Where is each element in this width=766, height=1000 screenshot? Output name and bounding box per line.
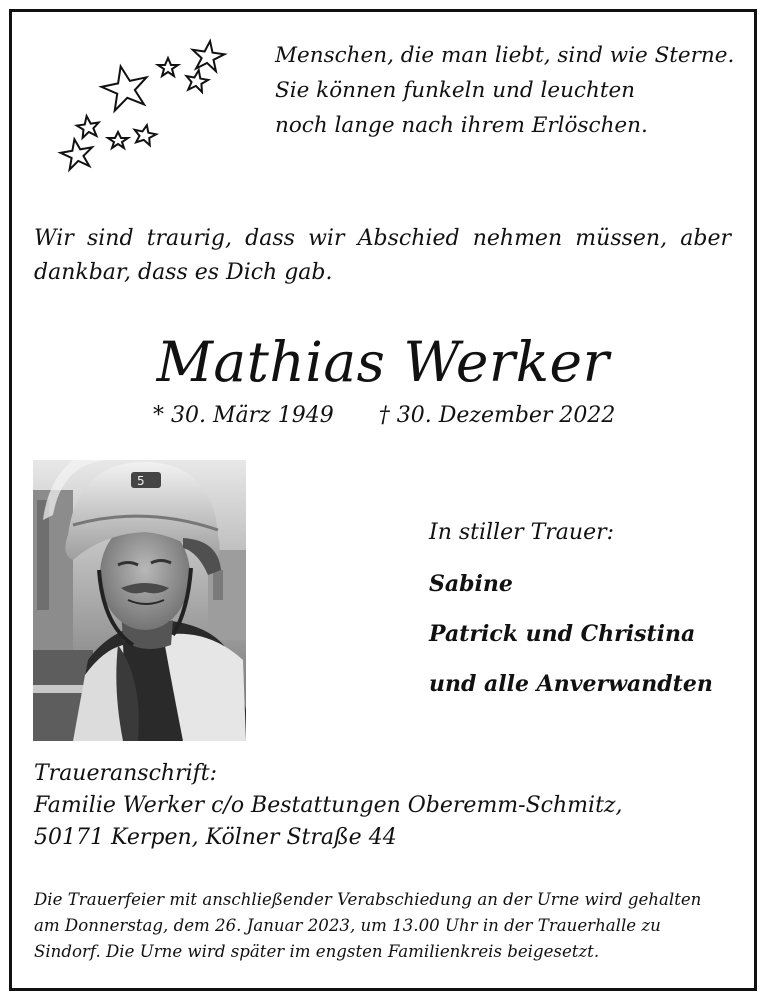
ceremony-notice [34, 887, 731, 965]
portrait-photo [33, 460, 246, 741]
svg-text:5: 5 [137, 474, 145, 488]
address-label: Traueranschrift: [34, 761, 218, 786]
death-date: † 30. Dezember 2022 [378, 403, 616, 428]
address-line: Familie Werker c/o Bestattungen Oberemm-Schmitz, [34, 793, 623, 818]
farewell-text: Wir sind traurig, dass wir Abschied nehmen müssen, aber dankbar, dass es Dich gab. [34, 226, 731, 285]
mourner-name: und alle Anverwandten [429, 671, 713, 697]
mourning-intro: In stiller Trauer: [429, 520, 615, 545]
ceremony-line: am Donnerstag, dem 26. Januar 2023, um 13.00 Uhr in der Trauerhalle zu [34, 916, 661, 935]
address-line: 50171 Kerpen, Kölner Straße 44 [34, 825, 397, 850]
quote-line: noch lange nach ihrem Erlöschen. [275, 113, 648, 138]
stars-icon [50, 32, 240, 182]
mourning-block [429, 508, 749, 709]
mourner-name: Patrick und Christina [429, 621, 696, 647]
quote-line: Menschen, die man liebt, sind wie Sterne. [275, 43, 735, 68]
quote [275, 38, 745, 143]
portrait-firefighter-helmet [33, 460, 246, 741]
mourner-name: Sabine [429, 571, 513, 597]
quote-line: Sie können funkeln und leuchten [275, 78, 636, 103]
mourning-address [34, 758, 734, 854]
ceremony-line: Sindorf. Die Urne wird später im engsten Familienkreis beigesetzt. [34, 942, 600, 961]
life-dates [153, 400, 633, 432]
ceremony-line: Die Trauerfeier mit anschließender Verabschiedung an der Urne wird gehalten [34, 890, 702, 909]
birth-date: * 30. März 1949 [153, 403, 334, 428]
deceased-name: Mathias Werker [156, 330, 610, 394]
